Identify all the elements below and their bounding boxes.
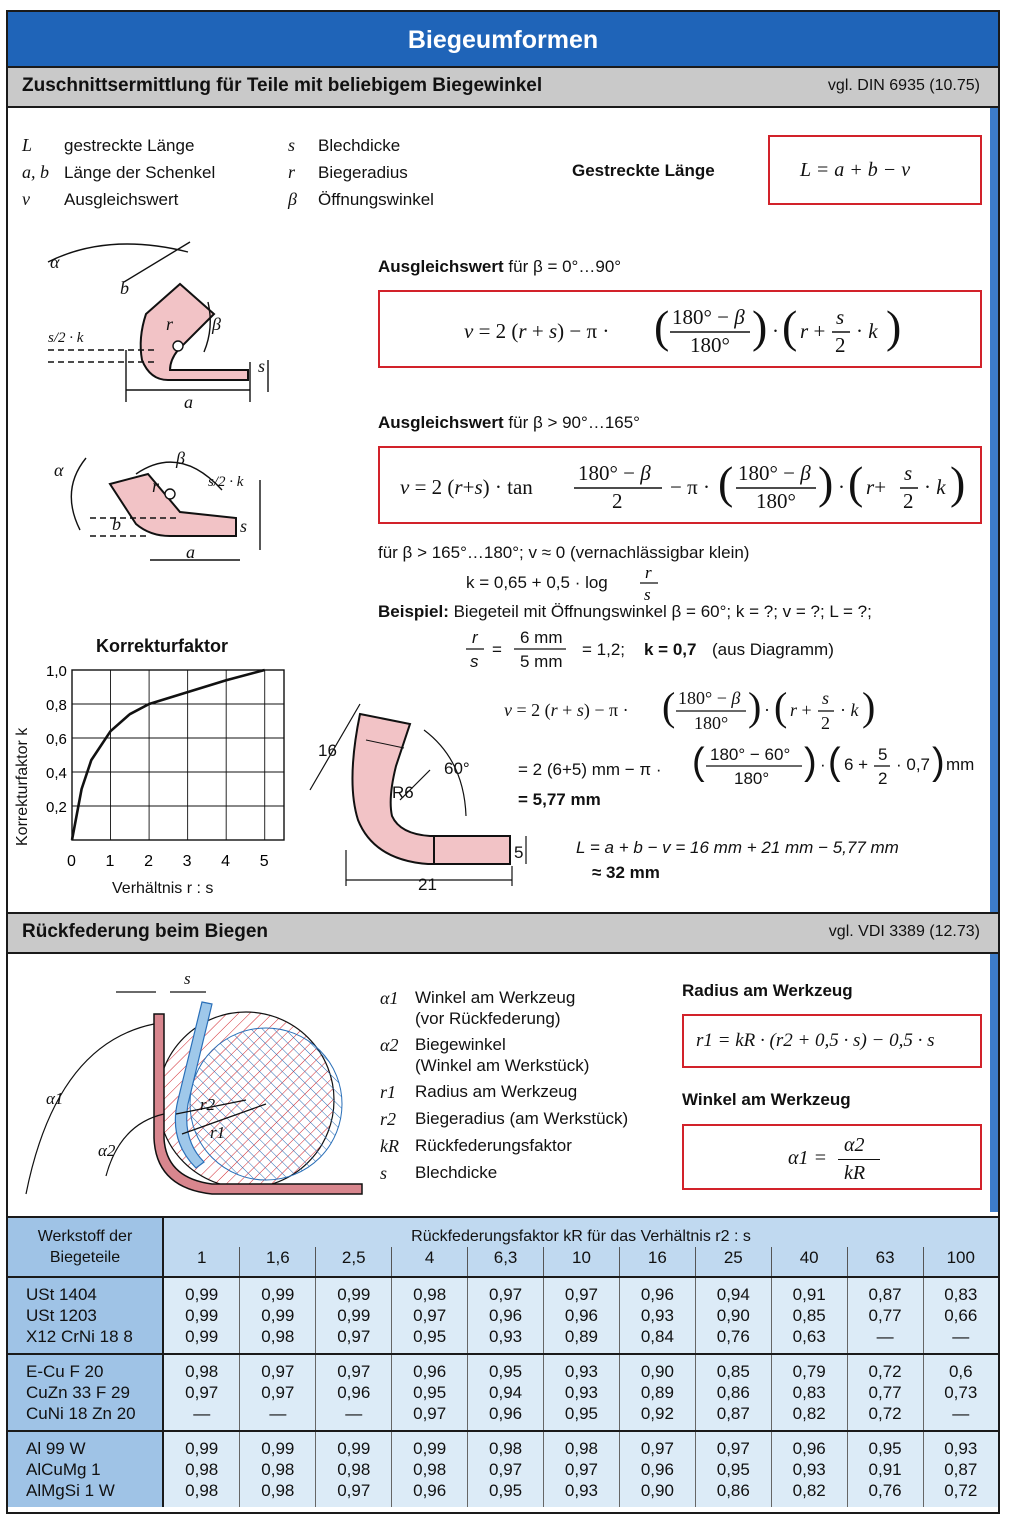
frac-r-over-s	[636, 562, 666, 604]
table-cell: —	[847, 1326, 923, 1354]
dim-16: 16	[318, 741, 337, 760]
table-cell: 0,99	[163, 1277, 240, 1305]
table-cell: 0,77	[847, 1382, 923, 1403]
table-cell: 0,72	[847, 1403, 923, 1431]
svg-text:r+: r+	[866, 475, 887, 499]
dim-r6: R6	[392, 783, 414, 802]
table-cell: 0,63	[771, 1326, 847, 1354]
y-tick-label: 1,0	[46, 663, 67, 680]
x-tick-label: 2	[144, 853, 153, 870]
table-cell: 0,86	[695, 1382, 771, 1403]
formula-r1: r1 = kR · (r2 + 0,5 · s) − 0,5 · s	[696, 1030, 935, 1051]
table-cell: 0,98	[468, 1431, 544, 1459]
legend-text-sub: (Winkel am Werkstück)	[415, 1056, 590, 1075]
svg-text:s: s	[836, 305, 845, 329]
table-cell: 0,98	[240, 1459, 316, 1480]
section-reference: vgl. DIN 6935 (10.75)	[827, 77, 980, 94]
table-corner-header: Werkstoff der Biegeteile	[8, 1217, 163, 1277]
formula-alpha1-den: kR	[844, 1162, 866, 1184]
x-tick-label: 1	[105, 853, 115, 870]
table-cell: 0,82	[771, 1403, 847, 1431]
ausgleichswert-heading-1: Ausgleichswert für β = 0°…90°	[378, 257, 622, 276]
table-column-header: 16	[619, 1247, 695, 1277]
svg-text:180° − β: 180° − β	[672, 305, 745, 329]
label-sk: s/2 · k	[208, 474, 244, 490]
table-cell: 0,6	[923, 1354, 998, 1382]
table-row	[8, 1354, 998, 1382]
formula-box-v2	[378, 446, 982, 524]
svg-text:·: ·	[772, 319, 779, 343]
label-sk: s/2 · k	[48, 330, 84, 346]
table-cell: 0,82	[771, 1480, 847, 1507]
table-column-header: 2,5	[316, 1247, 392, 1277]
svg-text:180° − 60°: 180° − 60°	[710, 745, 791, 764]
svg-text:(: (	[774, 684, 788, 729]
table-row	[8, 1459, 998, 1480]
svg-text:· k: · k	[856, 319, 878, 343]
svg-text:v = 2 (r + s) − π ·: v = 2 (r + s) − π ·	[504, 700, 629, 720]
formula-alpha1-lhs: α1 =	[788, 1147, 827, 1169]
svg-text:− π ·: − π ·	[670, 475, 710, 499]
table-cell: —	[923, 1326, 998, 1354]
svg-text:r +: r +	[790, 700, 812, 720]
table-cell: 0,98	[163, 1354, 240, 1382]
section-title: Zuschnittsermittlung für Teile mit beliebigem Biegewinkel	[22, 75, 543, 96]
table-cell: 0,98	[163, 1480, 240, 1507]
formula-box-L	[768, 135, 982, 205]
table-cell: 0,66	[923, 1305, 998, 1326]
example-k-result: k = 0,7	[644, 640, 697, 659]
legend-text: Ausgleichswert	[64, 190, 179, 209]
example-L-result: ≈ 32 mm	[592, 863, 660, 882]
legend-symbol: kR	[380, 1136, 399, 1156]
label-r2: r2	[200, 1095, 216, 1114]
svg-text:· k: · k	[924, 475, 946, 499]
svg-text:·: ·	[820, 755, 826, 774]
table-cell: 0,96	[316, 1382, 392, 1403]
svg-text:): )	[932, 741, 945, 783]
table-column-header: 25	[695, 1247, 771, 1277]
table-cell: —	[163, 1403, 240, 1431]
table-cell: 0,99	[392, 1431, 468, 1459]
formula-box-r1	[682, 1014, 982, 1068]
example-ratio-num: 6 mm	[520, 628, 563, 647]
table-cell: 0,97	[240, 1354, 316, 1382]
x-tick-label: 4	[221, 853, 231, 870]
table-cell: 0,98	[316, 1459, 392, 1480]
table-row	[8, 1480, 998, 1507]
example-part-drawing	[300, 690, 562, 900]
table-column-header: 63	[847, 1247, 923, 1277]
y-tick-label: 0,4	[46, 765, 67, 782]
dim-21: 21	[418, 875, 437, 894]
table-cell: 0,72	[923, 1480, 998, 1507]
svg-text:v = 2 (r+s) · tan: v = 2 (r+s) · tan	[400, 475, 533, 499]
table-cell: 0,97	[240, 1382, 316, 1403]
table-cell: 0,97	[316, 1354, 392, 1382]
example-ratio-result: = 1,2;	[582, 640, 626, 659]
table-cell: 0,85	[695, 1354, 771, 1382]
svg-text:180°: 180°	[694, 713, 729, 733]
table-column-header: 10	[544, 1247, 620, 1277]
svg-text:180°: 180°	[734, 769, 770, 788]
table-cell: 0,97	[392, 1403, 468, 1431]
svg-text:): )	[862, 684, 876, 729]
svg-text:): )	[804, 741, 817, 783]
legend-text: Öffnungswinkel	[318, 190, 434, 209]
legend-symbol: L	[22, 135, 33, 155]
table-cell: 0,91	[771, 1277, 847, 1305]
svg-text:): )	[950, 457, 966, 508]
legend-symbol: r2	[380, 1109, 397, 1129]
legend-symbol: s	[288, 135, 296, 155]
svg-text:180° − β: 180° − β	[678, 688, 741, 708]
example-v-result: = 5,77 mm	[518, 790, 601, 809]
legend-symbol: v	[22, 189, 30, 209]
table-cell: 0,93	[544, 1480, 620, 1507]
svg-text:(: (	[718, 457, 734, 508]
formula-box-alpha1	[682, 1124, 982, 1190]
table-cell: 0,99	[163, 1305, 240, 1326]
table-cell: 0,93	[544, 1354, 620, 1382]
svg-text:(: (	[828, 741, 841, 783]
table-cell: 0,98	[240, 1480, 316, 1507]
table-cell: 0,95	[544, 1403, 620, 1431]
korrekturfaktor-chart	[36, 660, 296, 880]
note-k-formula: k = 0,65 + 0,5 · log	[466, 573, 608, 592]
svg-text:(: (	[848, 457, 864, 508]
table-cell: 0,99	[316, 1277, 392, 1305]
svg-text:r: r	[472, 628, 478, 647]
material-name: USt 1203	[8, 1305, 163, 1326]
formula-v2	[380, 448, 980, 522]
svg-text:s: s	[470, 652, 479, 671]
table-cell: 0,97	[544, 1459, 620, 1480]
table-cell: 0,95	[392, 1326, 468, 1354]
table-cell: 0,95	[847, 1431, 923, 1459]
table-cell: 0,98	[392, 1277, 468, 1305]
svg-text:180° − β: 180° − β	[738, 461, 811, 485]
beispiel-line: Beispiel: Biegeteil mit Öffnungswinkel β = 60°; k = ?; v = ?; L = ?;	[378, 602, 872, 621]
formula-v1	[380, 292, 980, 366]
table-cell: 0,98	[240, 1326, 316, 1354]
table-cell: 0,96	[392, 1480, 468, 1507]
example-ratio-den: 5 mm	[520, 652, 563, 671]
table-cell: 0,93	[771, 1459, 847, 1480]
label-b: b	[112, 514, 121, 534]
table-cell: 0,96	[619, 1459, 695, 1480]
svg-text:5: 5	[878, 745, 888, 764]
table-cell: 0,97	[544, 1277, 620, 1305]
label-r: r	[166, 314, 174, 334]
svg-text:180°: 180°	[756, 489, 796, 513]
svg-text:2: 2	[835, 333, 846, 357]
label-alpha2: α2	[98, 1141, 116, 1160]
page-title: Biegeumformen	[8, 12, 998, 66]
svg-text:=: =	[492, 640, 502, 659]
label-r1: r1	[210, 1123, 226, 1142]
table-column-header: 1,6	[240, 1247, 316, 1277]
table-cell: 0,98	[544, 1431, 620, 1459]
material-name: AlCuMg 1	[8, 1459, 163, 1480]
svg-text:180° − β: 180° − β	[578, 461, 651, 485]
label-beta: β	[212, 314, 221, 334]
table-cell: 0,84	[619, 1326, 695, 1354]
y-tick-label: 0,8	[46, 697, 67, 714]
legend-text: Radius am Werkzeug	[415, 1082, 578, 1101]
legend-text: Blechdicke	[415, 1163, 498, 1182]
table-cell: 0,99	[163, 1431, 240, 1459]
material-name: USt 1404	[8, 1277, 163, 1305]
svg-text:): )	[818, 457, 834, 508]
table-cell: 0,95	[468, 1354, 544, 1382]
label-r: r	[152, 476, 160, 496]
table-column-header: 4	[392, 1247, 468, 1277]
dim-5: 5	[514, 843, 524, 862]
svg-text:): )	[886, 301, 902, 352]
table-column-header: 100	[923, 1247, 998, 1277]
table-cell: 0,95	[392, 1382, 468, 1403]
bend-diagram-obtuse	[40, 440, 340, 580]
example-v-step: = 2 (6+5) mm − π ·	[518, 760, 662, 779]
table-span-header: Rückfederungsfaktor kR für das Verhältnis r2 : s	[163, 1217, 998, 1247]
table-column-header: 6,3	[468, 1247, 544, 1277]
svg-text:r +: r +	[800, 319, 826, 343]
legend-symbol: r	[288, 162, 296, 182]
svg-text:·: ·	[838, 475, 845, 499]
table-cell: 0,83	[923, 1277, 998, 1305]
svg-text:s: s	[822, 688, 830, 708]
legend-text: Biegewinkel	[415, 1035, 506, 1054]
table-cell: 0,94	[468, 1382, 544, 1403]
label-beta: β	[176, 448, 185, 468]
table-row	[8, 1326, 998, 1354]
formula-L: L = a + b − v	[800, 159, 911, 181]
material-name: CuNi 18 Zn 20	[8, 1403, 163, 1431]
table-cell: 0,96	[468, 1305, 544, 1326]
svg-text:2: 2	[821, 713, 830, 733]
svg-text:(: (	[782, 301, 798, 352]
example-L-line: L = a + b − v = 16 mm + 21 mm − 5,77 mm	[576, 838, 899, 857]
table-cell: 0,93	[544, 1382, 620, 1403]
table-cell: 0,94	[695, 1277, 771, 1305]
label-alpha: α	[54, 460, 64, 480]
section-header-rueckfederung	[8, 912, 998, 954]
x-tick-label: 0	[67, 853, 76, 870]
table-cell: 0,87	[923, 1459, 998, 1480]
label-s: s	[240, 516, 248, 536]
svg-text:·: ·	[764, 700, 770, 720]
legend-symbol: r1	[380, 1082, 397, 1102]
table-cell: 0,87	[847, 1277, 923, 1305]
table-cell: 0,86	[695, 1480, 771, 1507]
table-cell: 0,93	[923, 1431, 998, 1459]
table-cell: 0,96	[392, 1354, 468, 1382]
label-s: s	[184, 969, 191, 988]
table-cell: 0,97	[619, 1431, 695, 1459]
label-alpha: α	[50, 252, 60, 272]
gestreckte-laenge-label: Gestreckte Länge	[572, 161, 715, 180]
label-b: b	[120, 278, 129, 298]
svg-text:s: s	[904, 461, 913, 485]
table-cell: 0,90	[619, 1480, 695, 1507]
table-cell: 0,98	[392, 1459, 468, 1480]
formula-box-v1	[378, 290, 982, 368]
svg-text:v = 2 (r + s) − π ·: v = 2 (r + s) − π ·	[464, 319, 610, 343]
legend-text-sub: (vor Rückfederung)	[415, 1009, 561, 1028]
table-cell: 0,89	[619, 1382, 695, 1403]
fraction-bar	[838, 1159, 880, 1160]
table-cell: —	[240, 1403, 316, 1431]
table-cell: 0,87	[695, 1403, 771, 1431]
table-cell: 0,85	[771, 1305, 847, 1326]
table-cell: 0,97	[163, 1382, 240, 1403]
table-cell: 0,93	[468, 1326, 544, 1354]
table-cell: 0,97	[468, 1277, 544, 1305]
svg-text:2: 2	[612, 489, 623, 513]
table-cell: 0,99	[240, 1305, 316, 1326]
table-cell: 0,90	[619, 1354, 695, 1382]
table-cell: 0,79	[771, 1354, 847, 1382]
rueckfederung-table	[8, 1216, 998, 1507]
material-name: CuZn 33 F 29	[8, 1382, 163, 1403]
svg-text:(: (	[654, 301, 670, 352]
table-cell: 0,97	[468, 1459, 544, 1480]
legend-text: Länge der Schenkel	[64, 163, 216, 182]
table-cell: 0,97	[695, 1431, 771, 1459]
table-row	[8, 1382, 998, 1403]
label-a: a	[184, 392, 193, 412]
legend-text: Blechdicke	[318, 136, 401, 155]
table-cell: 0,92	[619, 1403, 695, 1431]
table-cell: 0,90	[695, 1305, 771, 1326]
legend-text: Rückfederungsfaktor	[415, 1136, 572, 1155]
table-cell: 0,77	[847, 1305, 923, 1326]
table-row	[8, 1277, 998, 1305]
material-name: X12 CrNi 18 8	[8, 1326, 163, 1354]
springback-diagram	[16, 964, 372, 1204]
winkel-werkzeug-label: Winkel am Werkzeug	[682, 1090, 851, 1109]
y-tick-label: 0,2	[46, 799, 67, 816]
table-cell: 0,98	[163, 1459, 240, 1480]
table-cell: 0,99	[240, 1277, 316, 1305]
svg-text:r: r	[645, 563, 652, 582]
table-row	[8, 1431, 998, 1459]
bend-diagram-90	[18, 232, 368, 432]
material-name: E-Cu F 20	[8, 1354, 163, 1382]
table-cell: 0,72	[847, 1354, 923, 1382]
material-name: Al 99 W	[8, 1431, 163, 1459]
table-cell: 0,91	[847, 1459, 923, 1480]
svg-text:s: s	[644, 585, 651, 604]
table-row	[8, 1403, 998, 1431]
chart-y-axis-label: Korrekturfaktor k	[14, 727, 31, 846]
formula-alpha1-num: α2	[844, 1134, 865, 1156]
table-cell: 0,99	[163, 1326, 240, 1354]
svg-text:· 0,7: · 0,7	[896, 755, 931, 774]
x-tick-label: 5	[259, 853, 269, 870]
legend-symbol: a, b	[22, 162, 49, 182]
table-cell: 0,76	[695, 1326, 771, 1354]
svg-text:): )	[752, 301, 768, 352]
svg-text:2: 2	[878, 769, 888, 788]
svg-text:· k: · k	[840, 700, 859, 720]
legend-symbol: α1	[380, 988, 399, 1008]
legend-text: Biegeradius (am Werkstück)	[415, 1109, 629, 1128]
radius-werkzeug-label: Radius am Werkzeug	[682, 981, 853, 1000]
legend-symbol: α2	[380, 1035, 399, 1055]
table-cell: 0,95	[695, 1459, 771, 1480]
label-a: a	[186, 542, 195, 562]
section-header-zuschnitt	[8, 66, 998, 108]
table-cell: 0,97	[392, 1305, 468, 1326]
label-alpha1: α1	[46, 1089, 64, 1108]
table-cell: 0,89	[544, 1326, 620, 1354]
chart-title: Korrekturfaktor	[96, 636, 229, 656]
svg-text:(: (	[692, 741, 705, 783]
chart-x-axis-label: Verhältnis r : s	[112, 880, 214, 897]
table-cell: 0,76	[847, 1480, 923, 1507]
dim-60: 60°	[444, 759, 470, 778]
table-cell: —	[923, 1403, 998, 1431]
table-cell: 0,99	[316, 1431, 392, 1459]
side-accent-bar	[990, 66, 998, 1212]
table-cell: 0,73	[923, 1382, 998, 1403]
legend-text: Biegeradius	[318, 163, 408, 182]
table-cell: 0,97	[316, 1326, 392, 1354]
legend-text: Winkel am Werkzeug	[415, 988, 576, 1007]
legend-symbol: β	[288, 189, 297, 209]
table-cell: 0,99	[316, 1305, 392, 1326]
table-cell: —	[316, 1403, 392, 1431]
ausgleichswert-heading-2: Ausgleichswert für β > 90°…165°	[378, 413, 640, 432]
svg-text:2: 2	[903, 489, 914, 513]
table-cell: 0,96	[619, 1277, 695, 1305]
table-cell: 0,97	[316, 1480, 392, 1507]
svg-text:): )	[748, 684, 762, 729]
example-k-note: (aus Diagramm)	[712, 640, 834, 659]
section-title: Rückfederung beim Biegen	[22, 921, 268, 942]
note-v-zero: für β > 165°…180°; v ≈ 0 (vernachlässigbar klein)	[378, 543, 750, 562]
example-v-step-fractions	[692, 736, 982, 796]
legend-text: gestreckte Länge	[64, 136, 195, 155]
table-cell: 0,96	[468, 1403, 544, 1431]
svg-text:(: (	[662, 684, 676, 729]
table-column-header: 1	[163, 1247, 240, 1277]
svg-text:180°: 180°	[690, 333, 730, 357]
label-s: s	[258, 356, 266, 376]
material-name: AlMgSi 1 W	[8, 1480, 163, 1507]
table-column-header: 40	[771, 1247, 847, 1277]
table-cell: 0,96	[544, 1305, 620, 1326]
table-row	[8, 1305, 998, 1326]
table-cell: 0,83	[771, 1382, 847, 1403]
table-cell: 0,95	[468, 1480, 544, 1507]
table-cell: 0,99	[240, 1431, 316, 1459]
svg-text:6 +: 6 +	[844, 755, 869, 774]
table-cell: 0,96	[771, 1431, 847, 1459]
y-tick-label: 0,6	[46, 731, 67, 748]
legend-symbol: s	[380, 1163, 388, 1183]
table-cell: 0,93	[619, 1305, 695, 1326]
svg-text:mm: mm	[946, 755, 975, 774]
section-reference: vgl. VDI 3389 (12.73)	[828, 923, 980, 940]
x-tick-label: 3	[182, 853, 192, 870]
